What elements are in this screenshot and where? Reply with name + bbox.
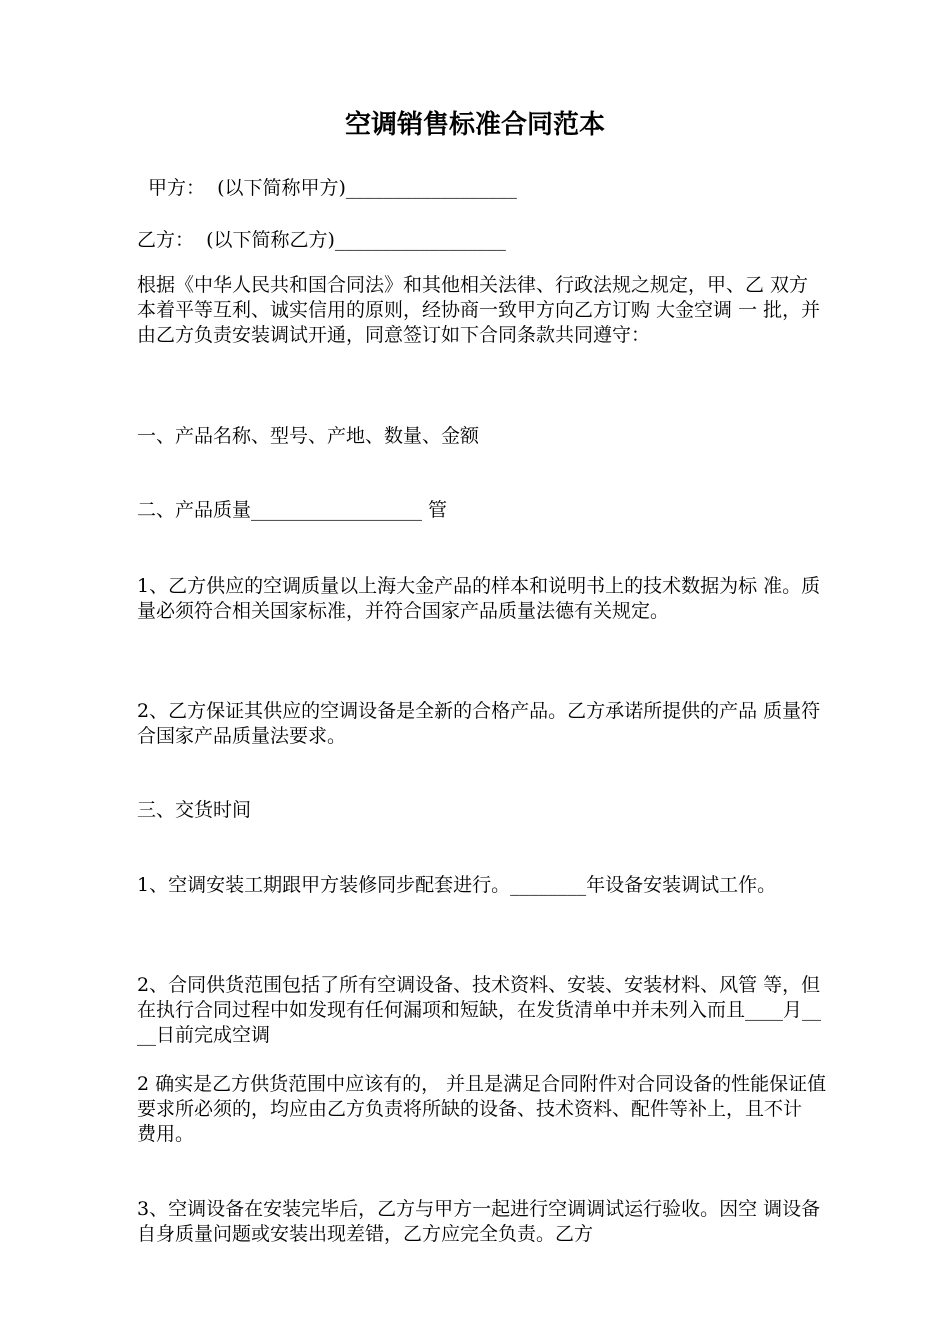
clause-delivery-3: 3、空调设备在安装完毕后，乙方与甲方一起进行空调调试运行验收。因空 调设备自身质量问题或安装出现差错，乙方应完全负责。乙方 <box>137 1198 821 1245</box>
clause-delivery-1: 1、空调安装工期跟甲方装修同步配套进行。________年设备安装调试工作。 <box>137 874 777 896</box>
section-heading-2: 二、产品质量__________________ 管 <box>137 499 448 521</box>
section-heading-3: 三、交货时间 <box>137 799 252 821</box>
party-b-line: 乙方： (以下简称乙方)__________________ <box>137 229 506 251</box>
document-title: 空调销售标准合同范本 <box>344 110 605 140</box>
clause-delivery-2-continued: 2 确实是乙方供货范围中应该有的， 并且是满足合同附件对合同设备的性能保证值 要求所必须的，均应由乙方负责将所缺的设备、技术资料、配件等补上，且不计 费用。 <box>137 1073 833 1145</box>
party-a-line: 甲方： (以下简称甲方)__________________ <box>148 177 517 199</box>
clause-delivery-2: 2、合同供货范围包括了所有空调设备、技术资料、安装、安装材料、风管 等，但在执行合同过程中如发现有任何漏项和短缺，在发货清单中并未列入而且____月____日前完成空调 <box>137 974 822 1046</box>
section-heading-1: 一、产品名称、型号、产地、数量、金额 <box>137 425 480 447</box>
clause-quality-1: 1、乙方供应的空调质量以上海大金产品的样本和说明书上的技术数据为标 准。质量必须符合相关国家标准，并符合国家产品质量法德有关规定。 <box>137 575 821 622</box>
clause-quality-2: 2、乙方保证其供应的空调设备是全新的合格产品。乙方承诺所提供的产品 质量符合国家产品质量法要求。 <box>137 700 821 747</box>
intro-paragraph: 根据《中华人民共和国合同法》和其他相关法律、行政法规之规定，甲、乙 双方本着平等互利、诚实信用的原则，经协商一致甲方向乙方订购 大金空调 一 批，并由乙方负责安装调试开通，同意签订如下合同条款共同遵守： <box>137 274 821 346</box>
